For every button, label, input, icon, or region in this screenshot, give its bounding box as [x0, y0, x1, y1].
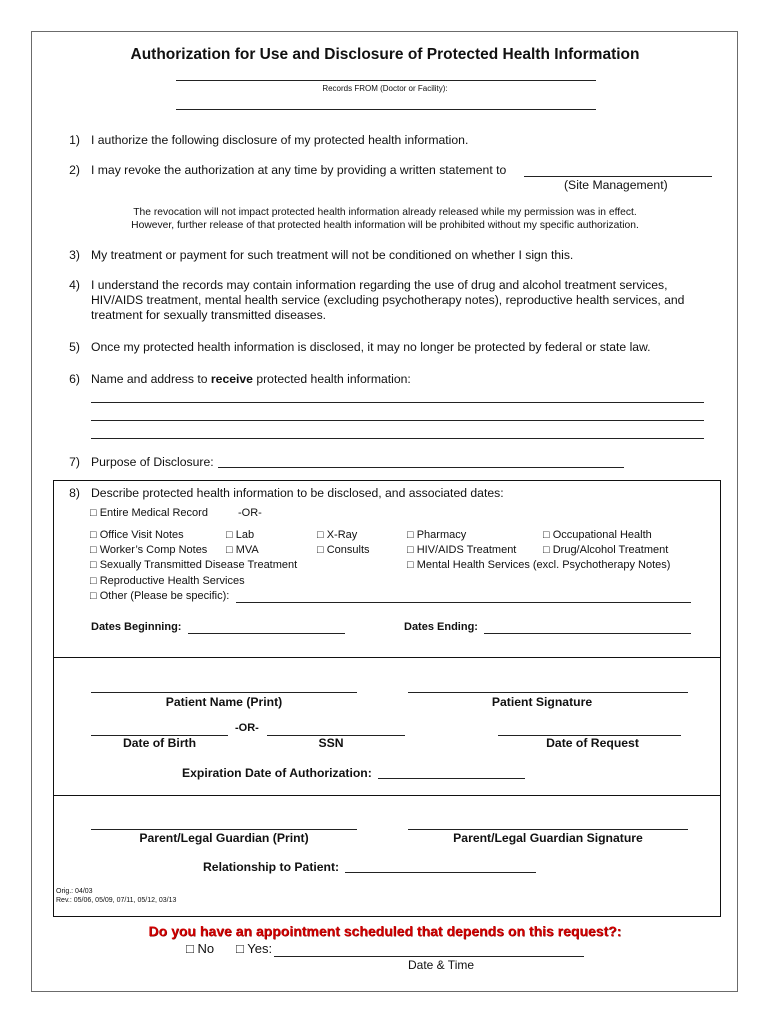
- recipient-address-line-1[interactable]: [91, 402, 704, 403]
- checkbox-icon[interactable]: □: [90, 559, 97, 571]
- item-7-text: Purpose of Disclosure:: [91, 455, 214, 469]
- checkbox-icon[interactable]: □: [543, 544, 550, 556]
- checkbox-icon[interactable]: □: [543, 529, 550, 541]
- dates-ending-line[interactable]: [484, 633, 691, 634]
- item-8-number: 8): [69, 486, 80, 500]
- appointment-no-option[interactable]: □ No: [186, 941, 215, 956]
- checkbox-icon[interactable]: □: [407, 544, 414, 556]
- item-4-number: 4): [69, 278, 80, 292]
- option-std[interactable]: □ Sexually Transmitted Disease Treatment: [90, 559, 298, 571]
- checkbox-icon[interactable]: □: [407, 559, 414, 571]
- checkbox-icon[interactable]: □: [90, 507, 97, 519]
- revision-dates: Rev.: 05/06, 05/09, 07/11, 05/12, 03/13: [56, 897, 177, 904]
- dates-ending-label: Dates Ending:: [404, 621, 478, 633]
- patient-name-label: Patient Name (Print): [165, 695, 283, 709]
- date-of-request-label: Date of Request: [546, 736, 639, 750]
- form-title: Authorization for Use and Disclosure of Protected Health Information: [130, 46, 640, 63]
- guardian-signature-label: Parent/Legal Guardian Signature: [453, 831, 643, 845]
- guardian-name-line[interactable]: [91, 829, 357, 830]
- revocation-note-1: The revocation will not impact protected health information already released while my permission was in effect.: [133, 207, 637, 218]
- item-4-line-1: I understand the records may contain information regarding the use of drug and alcohol treatment services,: [91, 278, 668, 292]
- records-from-line-1[interactable]: [176, 80, 596, 81]
- appointment-yes-option[interactable]: □ Yes:: [236, 941, 273, 956]
- item-1-text: I authorize the following disclosure of my protected health information.: [91, 133, 469, 147]
- guardian-name-label: Parent/Legal Guardian (Print): [139, 831, 309, 845]
- dates-beginning-line[interactable]: [188, 633, 345, 634]
- site-management-label: (Site Management): [564, 178, 668, 192]
- option-workers-comp[interactable]: □ Worker’s Comp Notes: [90, 544, 208, 556]
- expiration-date-line[interactable]: [378, 778, 525, 779]
- revocation-note-2: However, further release of that protected health information will be prohibited without my specific authorization.: [131, 220, 639, 231]
- dates-beginning-label: Dates Beginning:: [91, 621, 182, 633]
- patient-signature-label: Patient Signature: [491, 695, 593, 709]
- item-5-number: 5): [69, 340, 80, 354]
- item-5-text: Once my protected health information is disclosed, it may no longer be protected by federal or state law.: [91, 340, 651, 354]
- item-4-line-2: HIV/AIDS treatment, mental health service (excluding psychotherapy notes), reproductive health services, and: [91, 293, 685, 307]
- patient-name-line[interactable]: [91, 692, 357, 693]
- dob-label: Date of Birth: [122, 736, 197, 750]
- item-2-number: 2): [69, 163, 80, 177]
- checkbox-icon[interactable]: □: [226, 544, 233, 556]
- item-7-number: 7): [69, 455, 80, 469]
- option-occupational-health[interactable]: □ Occupational Health: [543, 529, 652, 541]
- or-label: -OR-: [238, 507, 262, 519]
- option-other[interactable]: □ Other (Please be specific):: [90, 590, 230, 602]
- option-entire-record[interactable]: □ Entire Medical Record: [90, 507, 208, 519]
- guardian-signature-line[interactable]: [408, 829, 688, 830]
- records-from-label: Records FROM (Doctor or Facility):: [322, 84, 448, 93]
- option-reproductive[interactable]: □ Reproductive Health Services: [90, 575, 245, 587]
- recipient-address-line-3[interactable]: [91, 438, 704, 439]
- item-3-text: My treatment or payment for such treatment will not be conditioned on whether I sign this.: [91, 248, 574, 262]
- records-from-line-2[interactable]: [176, 109, 596, 110]
- option-office-visit[interactable]: □ Office Visit Notes: [90, 529, 184, 541]
- appointment-question: Do you have an appointment scheduled that depends on this request?:: [148, 923, 622, 939]
- other-specify-line[interactable]: [236, 602, 691, 603]
- checkbox-icon[interactable]: □: [90, 544, 97, 556]
- item-4-line-3: treatment for sexually transmitted diseases.: [91, 308, 327, 322]
- item-6-number: 6): [69, 372, 80, 386]
- checkbox-icon[interactable]: □: [317, 544, 324, 556]
- item-3-number: 3): [69, 248, 80, 262]
- relationship-label: Relationship to Patient:: [203, 860, 340, 874]
- option-consults[interactable]: □ Consults: [317, 544, 370, 556]
- checkbox-icon[interactable]: □: [90, 590, 97, 602]
- site-management-line[interactable]: [524, 176, 712, 177]
- purpose-line[interactable]: [218, 467, 624, 468]
- dob-or-ssn-label: -OR-: [235, 722, 259, 734]
- recipient-address-line-2[interactable]: [91, 420, 704, 421]
- item-6-text: Name and address to receive protected health information:: [91, 372, 411, 386]
- item-2-text: I may revoke the authorization at any time by providing a written statement to: [91, 163, 507, 177]
- option-hiv-aids[interactable]: □ HIV/AIDS Treatment: [407, 544, 517, 556]
- expiration-date-label: Expiration Date of Authorization:: [182, 766, 372, 780]
- item-1-number: 1): [69, 133, 80, 147]
- appointment-date-time-line[interactable]: [274, 956, 584, 957]
- item-8-text: Describe protected health information to be disclosed, and associated dates:: [91, 486, 504, 500]
- checkbox-icon[interactable]: □: [226, 529, 233, 541]
- option-drug-alcohol[interactable]: □ Drug/Alcohol Treatment: [543, 544, 669, 556]
- option-mva[interactable]: □ MVA: [226, 544, 259, 556]
- checkbox-icon[interactable]: □: [317, 529, 324, 541]
- option-pharmacy[interactable]: □ Pharmacy: [407, 529, 467, 541]
- checkbox-icon[interactable]: □: [186, 941, 194, 956]
- relationship-line[interactable]: [345, 872, 536, 873]
- option-xray[interactable]: □ X-Ray: [317, 529, 358, 541]
- patient-section: [53, 657, 721, 796]
- checkbox-icon[interactable]: □: [90, 529, 97, 541]
- checkbox-icon[interactable]: □: [236, 941, 244, 956]
- option-lab[interactable]: □ Lab: [226, 529, 255, 541]
- option-mental-health[interactable]: □ Mental Health Services (excl. Psychotherapy Notes): [407, 559, 671, 571]
- date-time-label: Date & Time: [408, 958, 475, 972]
- checkbox-icon[interactable]: □: [407, 529, 414, 541]
- ssn-label: SSN: [318, 736, 344, 750]
- original-date: Orig.: 04/03: [56, 888, 93, 895]
- checkbox-icon[interactable]: □: [90, 575, 97, 587]
- patient-signature-line[interactable]: [408, 692, 688, 693]
